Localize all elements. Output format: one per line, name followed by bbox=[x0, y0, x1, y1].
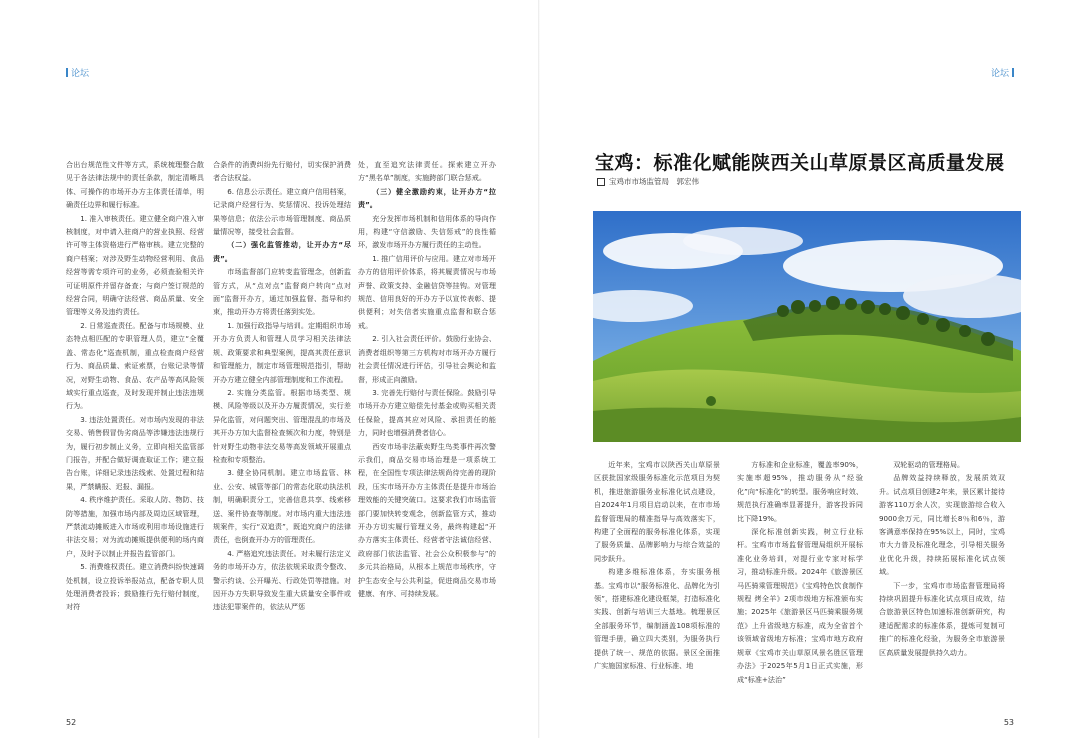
left-page-number: 52 bbox=[66, 718, 77, 727]
paragraph: 合条件的消费纠纷先行赔付，切实保护消费者合法权益。 bbox=[213, 160, 351, 183]
right-section-label: 论坛 bbox=[990, 69, 1009, 79]
paragraph: 市场监督部门应转变监管理念，创新监管方式，从“点对点”监督商户转向“点对面”监督开办方，通过加强监督、指导和约束，推动开办方将责任落到实处。 bbox=[213, 267, 351, 317]
paragraph: （三）健全激励约束，让开办方“拉责”。 bbox=[358, 186, 496, 210]
paragraph: 双轮驱动的管理格局。 bbox=[893, 460, 965, 469]
paragraph: 3. 完善先行赔付与责任保险。鼓励引导市场开办方建立赔偿先付基金或购买相关责任保险，提高其应对风险、承担责任的能力，同时也增强消费者信心。 bbox=[358, 387, 496, 438]
paragraph: 品牌效益持续释放，发展质效双升。试点项目创建2年来，景区累计接待游客110万余人次，实现旅游综合收入9000余万元，同比增长8％和6％，游客满意率保持在95%以上，同时，宝鸡市大力普及标准化理念，引导相关服务业优化升级，持续拓展标准化试点领域。 bbox=[879, 473, 1005, 577]
left-column-2 bbox=[213, 158, 351, 614]
right-page-number: 53 bbox=[1003, 718, 1014, 727]
left-section-header bbox=[66, 66, 89, 79]
paragraph: 深化标准创新实践，树立行业标杆。宝鸡市市场监督管理局组织开展标准化业务培训，对提行业专家对标学习，推动标准升级。2024年《旅游景区马匹骑乘管理规范》《宝鸡特色饮食制作规程 烤全羊》2项市级地方标准颁布实施；2025年《旅游景区马匹骑乘服务规范》上升省级地方标准，成为全省首个该领域省级地方标准；宝鸡市地方政府规章《宝鸡市关山草原风景名胜区管理办法》于2025年5月1日正式实施，形成“标准+法治” bbox=[737, 527, 863, 684]
paragraph: 充分发挥市场机制和信用体系的导向作用，构建“守信激励、失信惩戒”的良性循环，激发市场开办方履行责任的主动性。 bbox=[358, 213, 496, 250]
paragraph: 5. 消费维权责任。建立消费纠纷快速调处机制，设立投诉举报站点，配备专职人员处理消费者投诉；鼓励推行先行赔付制度，对符 bbox=[66, 562, 204, 612]
paragraph: 3. 违法处置责任。对市场内发现的非法交易、销售假冒伪劣商品等涉嫌违法违规行为，履行初步制止义务，立即向相关监管部门报告，并配合做好调查取证工作；建立报告台账，详细记录违法线索、处置过程和结果，严禁瞒报、迟报、漏报。 bbox=[66, 414, 204, 491]
paragraph: 合出台规范性文件等方式，系统梳理整合散见于各法律法规中的责任条款，制定清晰具体、可操作的市场开办方主体责任清单，明确责任边界和履行标准。 bbox=[66, 160, 204, 210]
left-column-1 bbox=[66, 158, 204, 614]
right-column-1 bbox=[594, 458, 720, 673]
paragraph: 1. 推广信用评价与应用。建立对市场开办方的信用评价体系，将其履责情况与市场声誉、政策支持、金融信贷等挂钩。对管理规范、信用良好的开办方予以宣传表彰、提供便利；对失信者实施重点监督和联合惩戒。 bbox=[358, 253, 496, 330]
right-section-header bbox=[991, 66, 1014, 79]
paragraph: 1. 准入审核责任。建立健全商户准入审核制度，对申请入驻商户的营业执照、经营许可等主体资格进行严格审核。建立完整的商户档案；对涉及野生动物经营利用、食品经营等需专项许可的业务，必须查验相关许可证明原件并留存备查；与商户签订规范的经营合同，明确守法经营、商品质量、安全管理等义务及违约责任。 bbox=[66, 213, 204, 317]
paragraph: 2. 日常巡查责任。配备与市场规模、业态特点相匹配的专职管理人员，建立“全覆盖、常态化”巡查机制，重点检查商户经营行为、商品质量、索证索票，台账记录等情况，对野生动物、食品、农产品等高风险领域实行重点巡查，及时发现并制止违法违规行为。 bbox=[66, 320, 204, 411]
right-page bbox=[540, 0, 1080, 738]
header-bar-icon bbox=[66, 68, 68, 77]
article-title: 宝鸡：标准化赋能陕西关山草原景区高质量发展 bbox=[595, 152, 1005, 174]
left-section-label: 论坛 bbox=[71, 69, 90, 79]
header-bar-icon bbox=[1012, 68, 1014, 77]
paragraph: 近年来，宝鸡市以陕西关山草原景区获批国家级服务标准化示范项目为契机，推进旅游服务业标准化试点建设，自2024年1月项目启动以来，在市市场监督管理局的精准指导与高效落实下，构建了全面程的服务标准化体系，实现了服务质量、品牌影响力与综合效益的同步跃升。 bbox=[594, 460, 720, 563]
right-column-3 bbox=[879, 458, 1005, 659]
paragraph: 2. 实施分类监管。根据市场类型、规模、风险等级以及开办方履责情况，实行差异化监管，对问题突出、管理混乱的市场及其开办方加大监督检查频次和力度，特别是针对野生动物非法交易等高发领域开展重点检查和专项整治。 bbox=[213, 387, 351, 464]
paragraph: 4. 严格追究违法责任。对未履行法定义务的市场开办方，依法依规采取责令整改、警示约谈、公开曝光、行政处罚等措施。对因开办方失职导致发生重大质量安全事件或违法犯罪案件的，依法从严惩 bbox=[213, 548, 351, 612]
byline-box-icon bbox=[597, 178, 605, 186]
paragraph: 2. 引入社会责任评价。鼓励行业协会、消费者组织等第三方机构对市场开办方履行社会责任情况进行评估，引导社会舆论和监督，形成正向激励。 bbox=[358, 334, 496, 384]
paragraph: 3. 健全协同机制。建立市场监管、林业、公安、城管等部门的常态化联动执法机制，明确职责分工，完善信息共享、线索移送、案件协查等制度。对市场内重大违法违规案件，实行“双追责”，既追究商户的法律责任，也倒查开办方的管理责任。 bbox=[213, 468, 351, 545]
paragraph: 6. 信息公示责任。建立商户信用档案，记录商户经营行为、奖惩情况、投诉处理结果等信息；依法公示市场管理制度、商品质量情况等，接受社会监督。 bbox=[213, 186, 351, 237]
grassland-landscape-image bbox=[593, 211, 1021, 442]
paragraph: 构建多维标准体系，夯实服务根基。宝鸡市以“服务标准化、品牌化为引领”，搭建标准化建设框架，打造标准化实践、创新与培训三大基地。梳理景区全部服务环节，编制涵盖108项标准的管理手册，确立四大类别，为服务执行提供了统一、规范的依据。景区全面推广实施国家标准、行业标准、地 bbox=[594, 567, 720, 671]
paragraph: 西安市场非法蔽卖野生鸟类事件再次警示我们，商品交易市场治理是一项系统工程，在全国性专项法律法规尚待完善的现阶段，压实市场开办方主体责任是提升市场治理效能的关键突破口。这要求我们市场监管部门要加快转变观念，创新监管方式，推动开办方切实履行管理义务，最终构建起“开办方落实主体责任、经营者守法诚信经营、政府部门依法监管、社会公众积极参与”的多元共治格局，从根本上规范市场秩序，守护生态安全与公共利益，促进商品交易市场健康、有序、可持续发展。 bbox=[358, 441, 496, 598]
byline-text: 宝鸡市市场监管局 郭宏伟 bbox=[609, 177, 699, 186]
grassland-photo bbox=[593, 211, 1021, 442]
right-column-2 bbox=[737, 458, 863, 686]
paragraph: 下一步，宝鸡市市场监督管理局将持续巩固提升标准化试点项目成效，结合旅游景区特色加速标准创新研究，构建适配需求的标准体系，提炼可复制可推广的标准化经验，为服务全市旅游景区高质量发展提供持久动力。 bbox=[879, 580, 1005, 657]
left-column-3 bbox=[358, 158, 496, 600]
article-byline bbox=[597, 176, 699, 187]
paragraph: 4. 秩序维护责任。采取人防、物防、技防等措施，加强市场内部及周边区域管理，严禁流动摊贩进入市场或利用市场设施进行非法交易；对为流动摊贩提供便利的场内商户，及时予以制止并报告监管部门。 bbox=[66, 495, 204, 558]
paragraph: （二）强化监管推动，让开办方“尽责”。 bbox=[213, 240, 351, 263]
paragraph: 处，直至追究法律责任。探索建立开办方“黑名单”制度，实施跨部门联合惩戒。 bbox=[358, 160, 496, 183]
paragraph: 1. 加强行政指导与培训。定期组织市场开办方负责人和管理人员学习相关法律法规、政策要求和典型案例，提高其责任意识和管理能力，制定市场管理规范指引，帮助开办方建立健全内部管理制度和工作流程。 bbox=[213, 320, 351, 384]
paragraph: 方标准和企业标准，覆盖率90%，实施率超95%，推动服务从“经验化”向“标准化”的转型。服务响应时效、规范执行准确率显著提升，游客投诉同比下降19%。 bbox=[737, 460, 863, 523]
